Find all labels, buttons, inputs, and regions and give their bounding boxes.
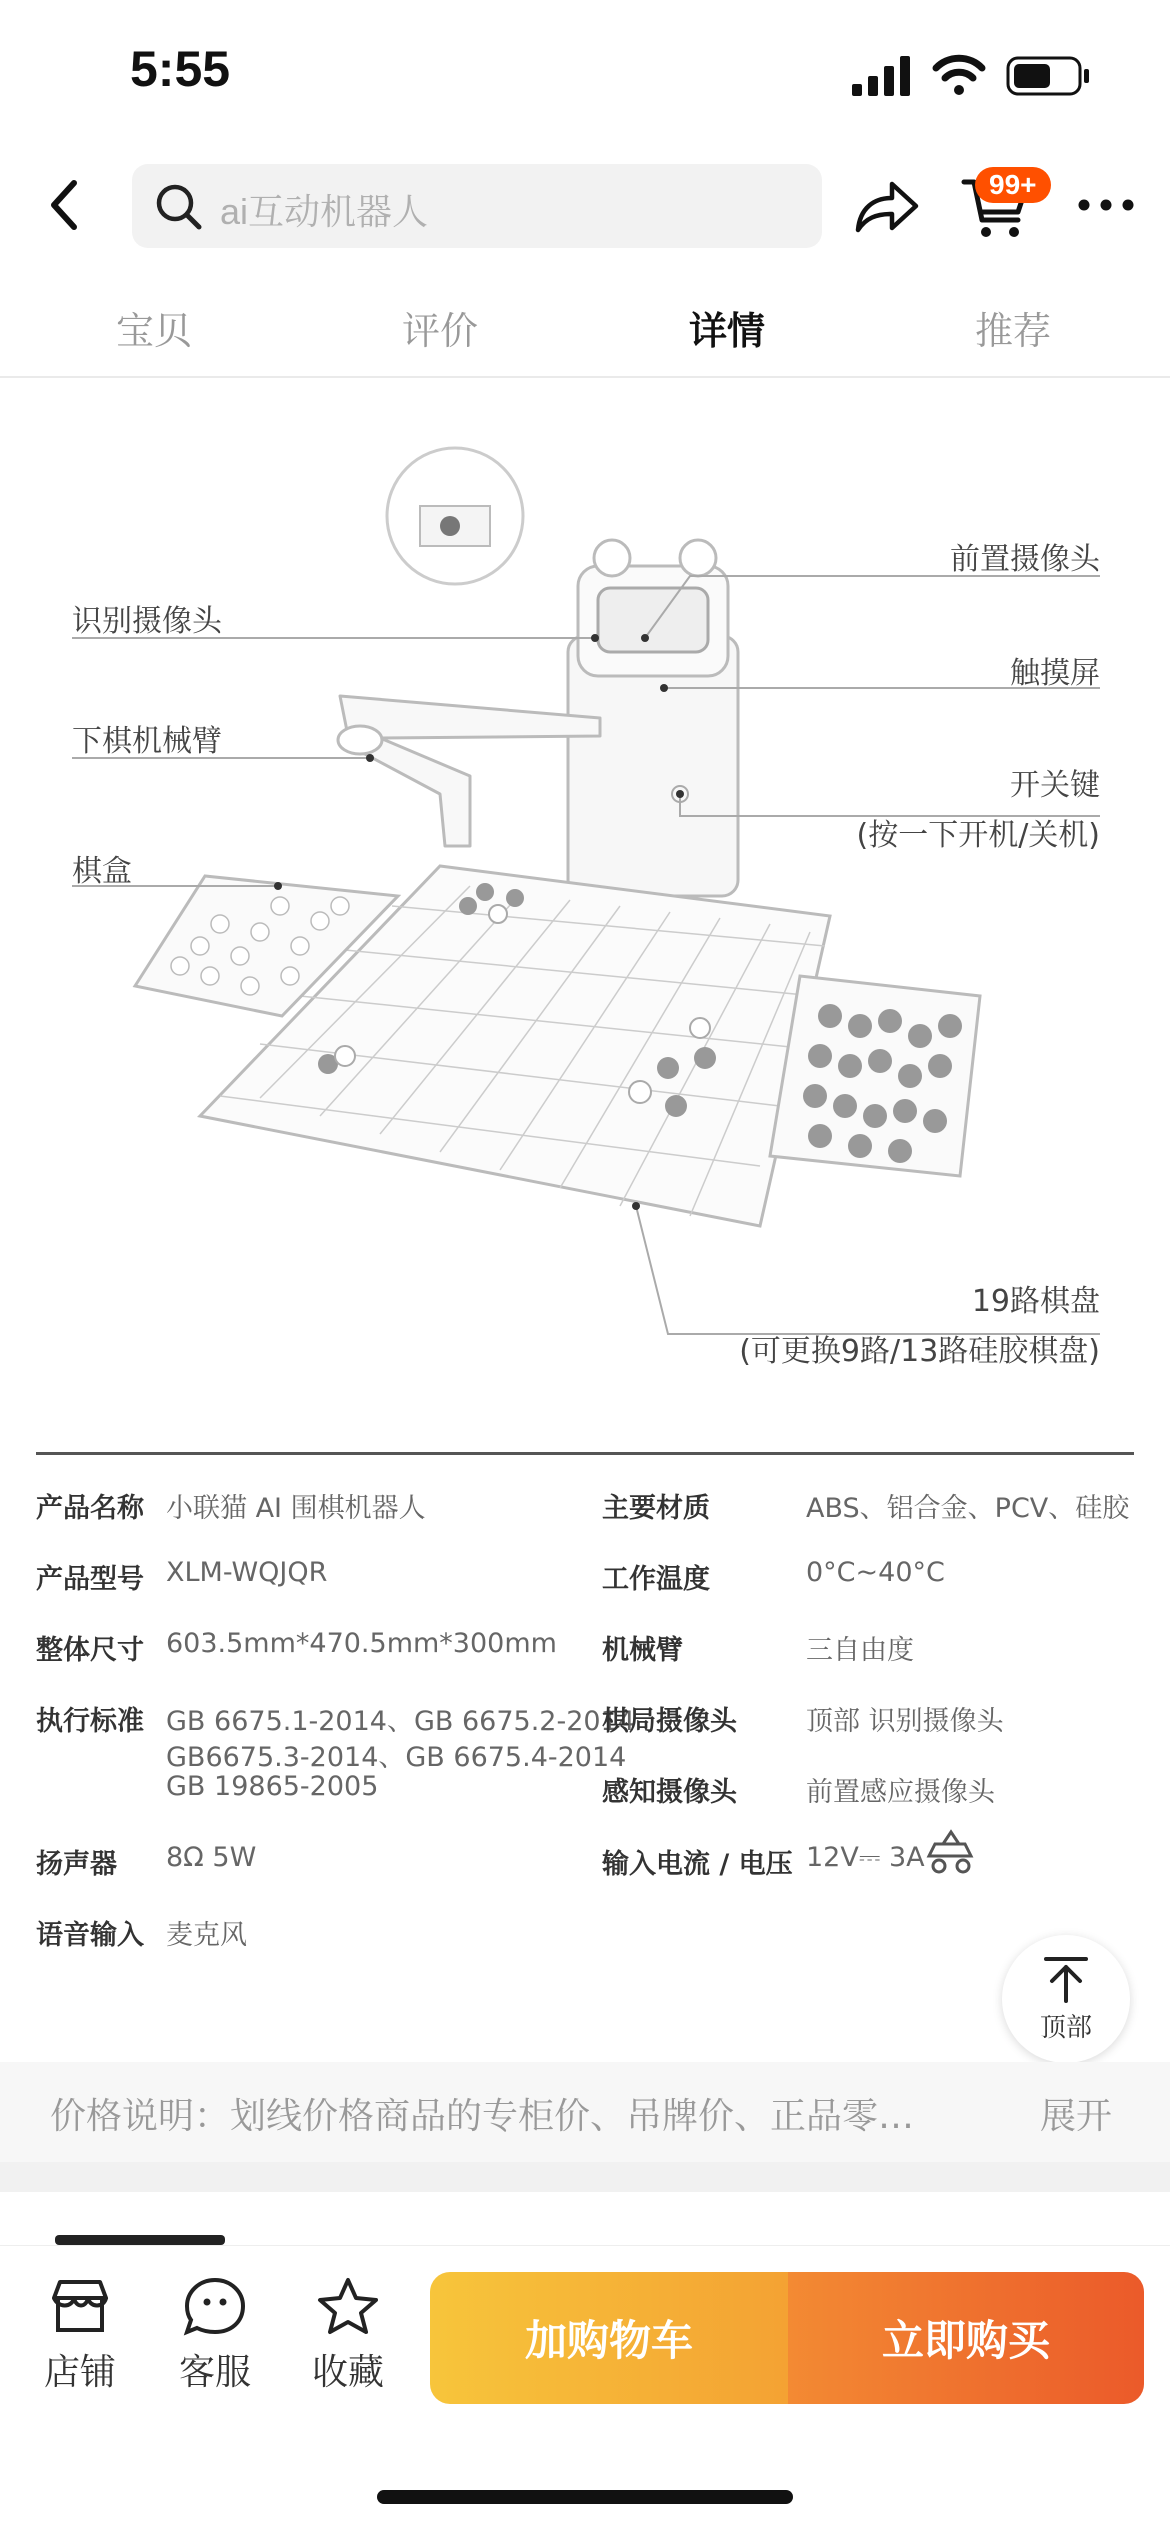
spec-value: 0°C~40°C bbox=[806, 1557, 945, 1588]
search-bar[interactable] bbox=[132, 164, 822, 248]
status-bar bbox=[0, 0, 1170, 150]
spec-row bbox=[602, 1486, 1130, 1525]
shop-label: 店铺 bbox=[43, 2352, 116, 2393]
spec-value-line: GB 19865-2005 bbox=[166, 1771, 379, 1802]
cart-badge: 99+ bbox=[975, 167, 1051, 203]
label-switch-key: 开关键 bbox=[1010, 768, 1100, 803]
spec-row bbox=[602, 1557, 945, 1596]
label-touchscreen: 触摸屏 bbox=[1010, 656, 1100, 691]
back-icon[interactable] bbox=[40, 175, 90, 235]
spec-value: 前置感应摄像头 bbox=[806, 1777, 995, 1808]
status-time: 5:55 bbox=[130, 41, 231, 97]
favorite-button[interactable] bbox=[293, 2276, 403, 2395]
spec-value: 12V⎓ 3A bbox=[806, 1842, 925, 1873]
spec-key: 棋局摄像头 bbox=[602, 1706, 737, 1737]
spec-row bbox=[602, 1628, 914, 1667]
label-switch-note: (按一下开机/关机) bbox=[856, 818, 1100, 853]
arrow-up-icon bbox=[1042, 1955, 1090, 2005]
label-front-camera: 前置摄像头 bbox=[950, 542, 1100, 577]
spec-value-line: GB 6675.1-2014、GB 6675.2-2014 bbox=[166, 1706, 635, 1737]
spec-row bbox=[602, 1699, 1004, 1738]
cart-car-icon bbox=[925, 1826, 975, 1876]
service-label: 客服 bbox=[178, 2352, 251, 2393]
tab-reviews[interactable]: 评价 bbox=[401, 309, 478, 353]
label-board: 19路棋盘 bbox=[971, 1284, 1100, 1319]
tab-details[interactable]: 详情 bbox=[688, 309, 765, 353]
signal-icon bbox=[852, 56, 916, 96]
tab-recommend[interactable]: 推荐 bbox=[974, 309, 1051, 353]
back-to-top-label: 顶部 bbox=[1039, 2013, 1092, 2043]
price-note-text: 价格说明：划线价格商品的专柜价、吊牌价、正品零… bbox=[50, 2096, 915, 2137]
spec-value: 三自由度 bbox=[806, 1635, 914, 1666]
shop-button[interactable] bbox=[25, 2276, 135, 2395]
home-indicator bbox=[377, 2490, 793, 2504]
label-board-note: (可更换9路/13路硅胶棋盘) bbox=[739, 1334, 1100, 1369]
spec-row bbox=[36, 1628, 557, 1667]
more-icon[interactable] bbox=[1078, 195, 1134, 215]
tab-item[interactable]: 宝贝 bbox=[115, 309, 192, 353]
spec-value: XLM-WQJQR bbox=[166, 1557, 328, 1588]
section-gap bbox=[0, 2162, 1170, 2192]
spec-row bbox=[36, 1913, 247, 1952]
product-diagram bbox=[0, 376, 1170, 1426]
share-icon[interactable] bbox=[854, 178, 920, 234]
spec-key: 产品名称 bbox=[36, 1493, 144, 1524]
label-arm: 下棋机械臂 bbox=[72, 724, 222, 759]
chat-face-icon bbox=[183, 2276, 247, 2336]
spec-row bbox=[602, 1842, 925, 1881]
expand-link[interactable]: 展开 bbox=[1040, 2096, 1113, 2137]
next-section-heading-fragment bbox=[55, 2235, 225, 2245]
favorite-label: 收藏 bbox=[311, 2352, 384, 2393]
spec-key: 工作温度 bbox=[602, 1564, 710, 1595]
spec-value: 顶部 识别摄像头 bbox=[806, 1706, 1004, 1737]
spec-key: 输入电流 / 电压 bbox=[602, 1849, 793, 1880]
search-input[interactable]: ai互动机器人 bbox=[220, 191, 429, 232]
star-icon bbox=[316, 2276, 380, 2336]
spec-value: 小联猫 AI 围棋机器人 bbox=[166, 1493, 426, 1524]
spec-key: 机械臂 bbox=[602, 1635, 683, 1666]
search-icon bbox=[154, 182, 204, 232]
spec-row bbox=[36, 1699, 635, 1802]
battery-icon bbox=[1006, 56, 1092, 96]
spec-value-line: GB6675.3-2014、GB 6675.4-2014 bbox=[166, 1742, 627, 1773]
spec-key: 执行标准 bbox=[36, 1706, 144, 1737]
spec-row bbox=[36, 1557, 328, 1596]
label-box: 棋盒 bbox=[72, 854, 132, 889]
spec-value: 8Ω 5W bbox=[166, 1842, 257, 1873]
buy-now-label: 立即购买 bbox=[881, 2316, 1050, 2365]
spec-row bbox=[602, 1770, 995, 1809]
spec-row bbox=[36, 1486, 426, 1525]
spec-key: 主要材质 bbox=[602, 1493, 710, 1524]
spec-divider bbox=[36, 1452, 1134, 1455]
spec-key: 感知摄像头 bbox=[602, 1777, 737, 1808]
service-button[interactable] bbox=[160, 2276, 270, 2395]
label-recognition-camera: 识别摄像头 bbox=[72, 604, 222, 639]
spec-key: 语音输入 bbox=[36, 1920, 144, 1951]
add-to-cart-button[interactable] bbox=[430, 2272, 788, 2404]
spec-key: 整体尺寸 bbox=[36, 1635, 144, 1666]
spec-row bbox=[36, 1842, 257, 1881]
tab-bar bbox=[0, 290, 1170, 378]
spec-value: 麦克风 bbox=[166, 1920, 247, 1951]
wifi-icon bbox=[932, 52, 986, 96]
spec-value: ABS、铝合金、PCV、硅胶 bbox=[806, 1493, 1130, 1524]
spec-key: 产品型号 bbox=[36, 1564, 144, 1595]
buy-now-button[interactable] bbox=[788, 2272, 1144, 2404]
spec-key: 扬声器 bbox=[36, 1849, 117, 1880]
price-note[interactable] bbox=[0, 2062, 1170, 2162]
back-to-top-button[interactable] bbox=[1002, 1935, 1130, 2063]
add-to-cart-label: 加购物车 bbox=[524, 2316, 693, 2365]
shop-icon bbox=[48, 2276, 112, 2336]
spec-value: 603.5mm*470.5mm*300mm bbox=[166, 1628, 557, 1659]
